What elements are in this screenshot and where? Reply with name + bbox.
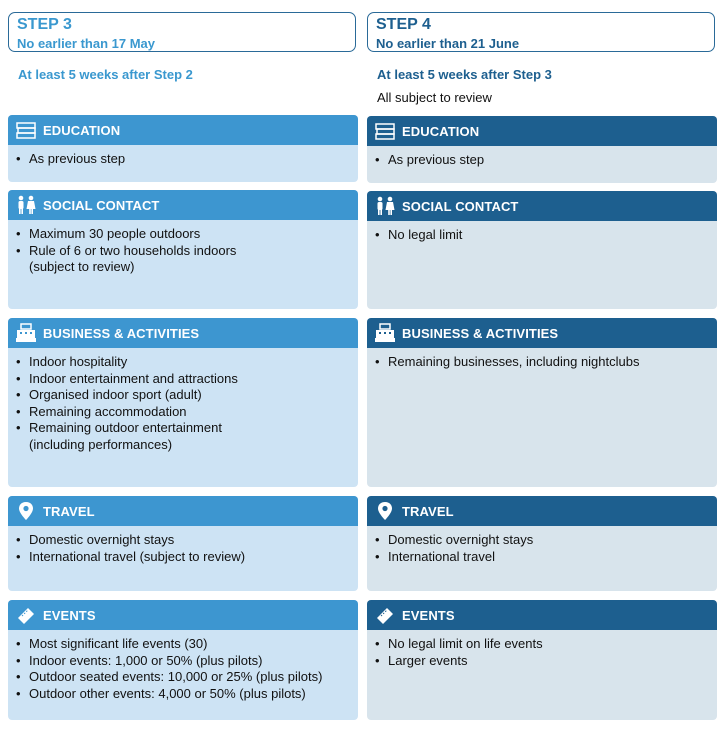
list-item: • Outdoor seated events: 10,000 or 25% (plus pilots) — [16, 669, 358, 686]
people-icon — [15, 195, 37, 215]
step3-events-panel — [8, 600, 358, 720]
step3-business-header — [8, 318, 358, 348]
step4-social-header — [367, 191, 717, 221]
step4-education-header — [367, 116, 717, 146]
step3-education-panel — [8, 115, 358, 182]
list-item: • International travel — [375, 549, 717, 566]
step4-travel-list — [367, 526, 717, 565]
step4-travel-title: TRAVEL — [402, 504, 454, 519]
step4-header-box — [367, 12, 715, 52]
list-item: • Remaining accommodation — [16, 404, 358, 421]
list-item: • No legal limit — [375, 227, 717, 244]
list-item: • Rule of 6 or two households indoors — [16, 243, 358, 260]
list-item: • Organised indoor sport (adult) — [16, 387, 358, 404]
list-item: • No legal limit on life events — [375, 636, 717, 653]
step3-education-header — [8, 115, 358, 145]
step4-date: No earlier than 21 June — [376, 36, 520, 51]
step4-events-header — [367, 600, 717, 630]
step4-events-title: EVENTS — [402, 608, 455, 623]
step3-events-header — [8, 600, 358, 630]
list-item: • Indoor entertainment and attractions — [16, 371, 358, 388]
step3-social-title: SOCIAL CONTACT — [43, 198, 160, 213]
step4-travel-panel — [367, 496, 717, 591]
step3-social-header — [8, 190, 358, 220]
step4-business-list — [367, 348, 717, 371]
step3-after: At least 5 weeks after Step 2 — [18, 67, 193, 82]
step3-header-box — [8, 12, 356, 52]
ticket-icon — [15, 605, 37, 625]
list-item: • Outdoor other events: 4,000 or 50% (plus pilots) — [16, 686, 358, 703]
list-item: • As previous step — [375, 152, 717, 169]
step3-events-list — [8, 630, 358, 702]
books-icon — [15, 120, 37, 140]
step4-social-panel — [367, 191, 717, 309]
list-item: • Remaining outdoor entertainment — [16, 420, 358, 437]
list-item: • Larger events — [375, 653, 717, 670]
people-icon — [374, 196, 396, 216]
list-item: • Domestic overnight stays — [16, 532, 358, 549]
step3-date: No earlier than 17 May — [17, 36, 155, 51]
ticket-icon — [374, 605, 396, 625]
step4-social-list — [367, 221, 717, 244]
step4-events-panel — [367, 600, 717, 720]
cash-register-icon — [15, 323, 37, 343]
step4-education-list — [367, 146, 717, 169]
step4-social-title: SOCIAL CONTACT — [402, 199, 519, 214]
step3-education-title: EDUCATION — [43, 123, 121, 138]
step4-title: STEP 4 — [376, 16, 431, 33]
books-icon — [374, 121, 396, 141]
list-item: • Domestic overnight stays — [375, 532, 717, 549]
step3-travel-header — [8, 496, 358, 526]
location-pin-icon — [15, 501, 37, 521]
step3-travel-list — [8, 526, 358, 565]
step3-business-title: BUSINESS & ACTIVITIES — [43, 326, 200, 341]
step3-social-panel — [8, 190, 358, 309]
step3-travel-title: TRAVEL — [43, 504, 95, 519]
list-item: • As previous step — [16, 151, 358, 168]
list-item: • Maximum 30 people outdoors — [16, 226, 358, 243]
step4-business-header — [367, 318, 717, 348]
step3-title: STEP 3 — [17, 16, 72, 33]
step4-business-title: BUSINESS & ACTIVITIES — [402, 326, 559, 341]
step3-education-list — [8, 145, 358, 168]
step4-after: At least 5 weeks after Step 3 — [377, 67, 552, 82]
step3-social-list — [8, 220, 358, 276]
list-item: • Indoor events: 1,000 or 50% (plus pilots) — [16, 653, 358, 670]
step3-travel-panel — [8, 496, 358, 591]
step3-business-panel — [8, 318, 358, 487]
step4-events-list — [367, 630, 717, 669]
cash-register-icon — [374, 323, 396, 343]
list-item-continuation: (subject to review) — [29, 259, 135, 274]
list-item: • Most significant life events (30) — [16, 636, 358, 653]
step3-business-list — [8, 348, 358, 453]
list-item: • Indoor hospitality — [16, 354, 358, 371]
list-item-continuation: (including performances) — [29, 436, 173, 452]
list-item: • Remaining businesses, including nightclubs — [375, 354, 717, 371]
step4-business-panel — [367, 318, 717, 487]
step4-review-note: All subject to review — [377, 90, 492, 105]
step4-travel-header — [367, 496, 717, 526]
list-item: • International travel (subject to review) — [16, 549, 358, 566]
step3-events-title: EVENTS — [43, 608, 96, 623]
step4-education-title: EDUCATION — [402, 124, 480, 139]
location-pin-icon — [374, 501, 396, 521]
step4-education-panel — [367, 116, 717, 183]
